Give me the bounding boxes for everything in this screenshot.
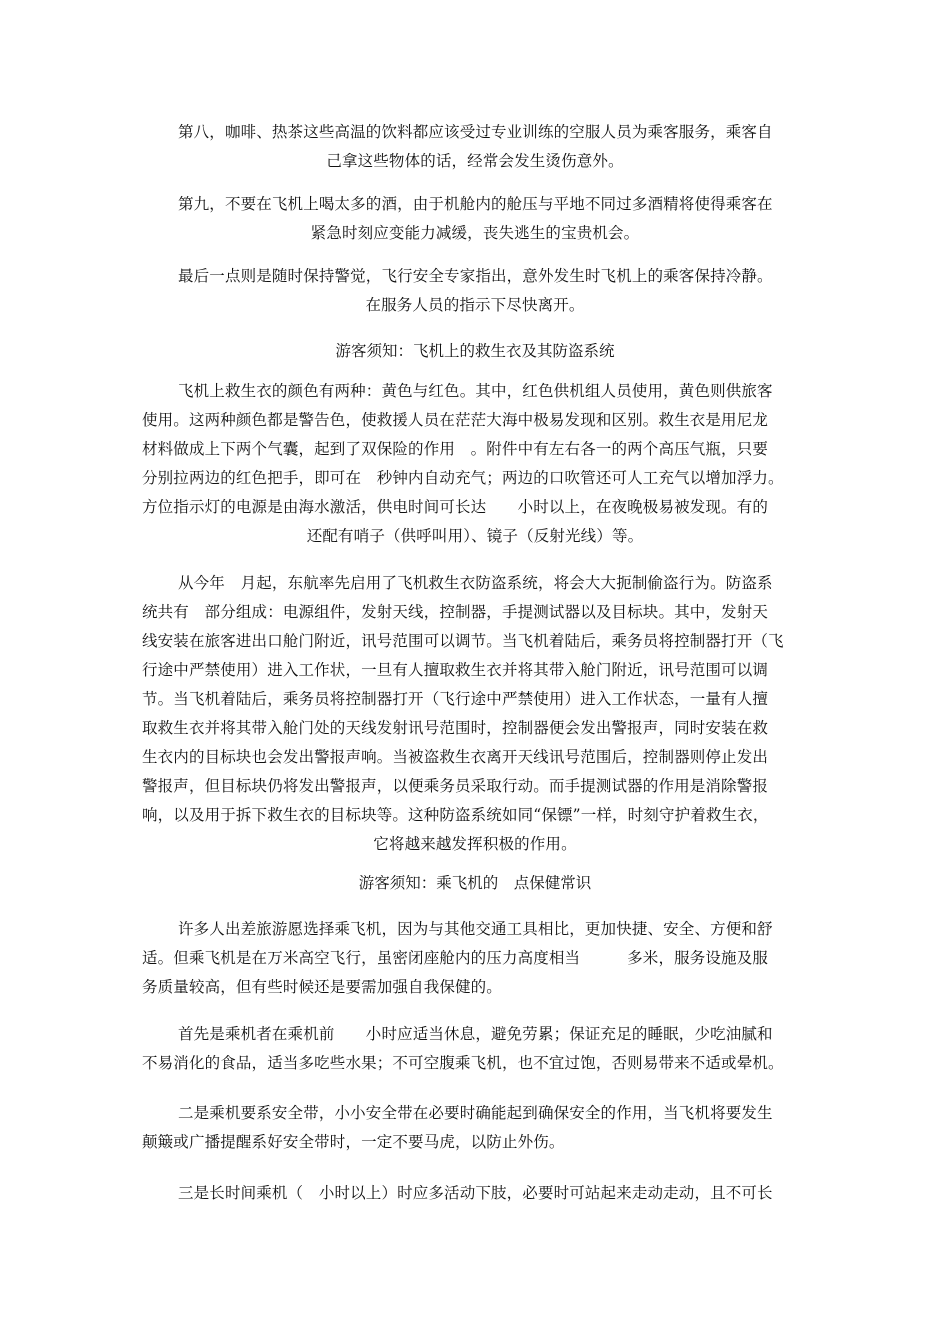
paragraph-line: 线安装在旅客进出口舱门附近，讯号范围可以调节。当飞机着陆后，乘务员将控制器打开（飞 [142,632,784,650]
paragraph-health-second [142,1099,808,1157]
paragraph-line: 分别拉两边的红色把手，即可在 秒钟内自动充气；两边的口吹管还可人工充气以增加浮力。 [142,469,784,487]
paragraph-line: 节。当飞机着陆后，乘务员将控制器打开（飞行途中严禁使用）进入工作状态，一量有人擅 [142,690,769,708]
paragraph-line: 在服务人员的指示下尽快离开。 [365,296,585,314]
paragraph-anti-theft [142,569,808,859]
paragraph-line: 行途中严禁使用）进入工作状，一旦有人擅取救生衣并将其带入舱门附近，讯号范围可以调 [142,661,769,679]
paragraph-eighth [142,118,808,176]
paragraph-line: 首先是乘机者在乘机前 小时应适当休息，避免劳累；保证充足的睡眠，少吃油腻和 [178,1025,773,1043]
paragraph-line: 三是长时间乘机（ 小时以上）时应多活动下肢，必要时可站起来走动走动，且不可长 [178,1184,773,1202]
paragraph-line: 取救生衣并将其带入舱门处的天线发射讯号范围时，控制器便会发出警报声，同时安装在救 [142,719,769,737]
paragraph-line: 颠簸或广播提醒系好安全带时，一定不要马虎，以防止外伤。 [142,1133,565,1151]
paragraph-line: 警报声，但目标块仍将发出警报声，以便乘务员采取行动。而手提测试器的作用是消除警报 [142,777,769,795]
paragraph-health-first [142,1020,808,1078]
paragraph-health-intro [142,915,808,1002]
paragraph-line: 统共有 部分组成：电源组件，发射天线，控制器，手提测试器以及目标块。其中，发射天 [142,603,769,621]
paragraph-line: 不易消化的食品，适当多吃些水果；不可空腹乘飞机，也不宜过饱，否则易带来不适或晕机。 [142,1054,784,1072]
paragraph-line: 适。但乘飞机是在万米高空飞行，虽密闭座舱内的压力高度相当 多米，服务设施及服 [142,949,769,967]
paragraph-line: 紧急时刻应变能力减缓，丧失逃生的宝贵机会。 [310,224,640,242]
paragraph-line: 还配有哨子（供呼叫用）、镜子（反射光线）等。 [306,527,644,545]
paragraph-line: 第九，不要在飞机上喝太多的酒，由于机舱内的舱压与平地不同过多酒精将使得乘客在 [178,195,773,213]
paragraph-line: 许多人出差旅游愿选择乘飞机，因为与其他交通工具相比，更加快捷、安全、方便和舒 [178,920,773,938]
paragraph-line: 响，以及用于拆下救生衣的目标块等。这种防盗系统如同“保镖”一样，时刻守护着救生衣， [142,806,769,824]
paragraph-line: 第八，咖啡、热茶这些高温的饮料都应该受过专业训练的空服人员为乘客服务，乘客自 [178,123,773,141]
paragraph-line: 它将越来越发挥积极的作用。 [373,835,577,853]
paragraph-life-vest [142,377,808,551]
paragraph-line: 材料做成上下两个气囊，起到了双保险的作用 。附件中有左右各一的两个高压气瓶，只要 [142,440,769,458]
paragraph-line: 己拿这些物体的话，经常会发生烫伤意外。 [326,152,624,170]
paragraph-line: 从今年 月起，东航率先启用了飞机救生衣防盗系统，将会大大扼制偷盗行为。防盗系 [178,574,773,592]
section-heading-health: 游客须知：乘飞机的 点保健常识 [358,874,592,892]
paragraph-line: 生衣内的目标块也会发出警报声响。当被盗救生衣离开天线讯号范围后，控制器则停止发出 [142,748,769,766]
paragraph-line: 使用。这两种颜色都是警告色，使救援人员在茫茫大海中极易发现和区别。救生衣是用尼龙 [142,411,769,429]
paragraph-line: 飞机上救生衣的颜色有两种：黄色与红色。其中，红色供机组人员使用，黄色则供旅客 [178,382,773,400]
paragraph-line: 二是乘机要系安全带，小小安全带在必要时确能起到确保安全的作用，当飞机将要发生 [178,1104,773,1122]
paragraph-line: 务质量较高，但有些时候还是要需加强自我保健的。 [142,978,502,996]
paragraph-last-point [142,262,808,320]
paragraph-ninth [142,190,808,248]
paragraph-line: 最后一点则是随时保持警觉，飞行安全专家指出，意外发生时飞机上的乘客保持冷静。 [178,267,773,285]
paragraph-line: 方位指示灯的电源是由海水激活，供电时间可长达 小时以上，在夜晚极易被发现。有的 [142,498,769,516]
paragraph-health-third [142,1179,808,1208]
section-heading-life-vest: 游客须知：飞机上的救生衣及其防盗系统 [335,342,615,360]
